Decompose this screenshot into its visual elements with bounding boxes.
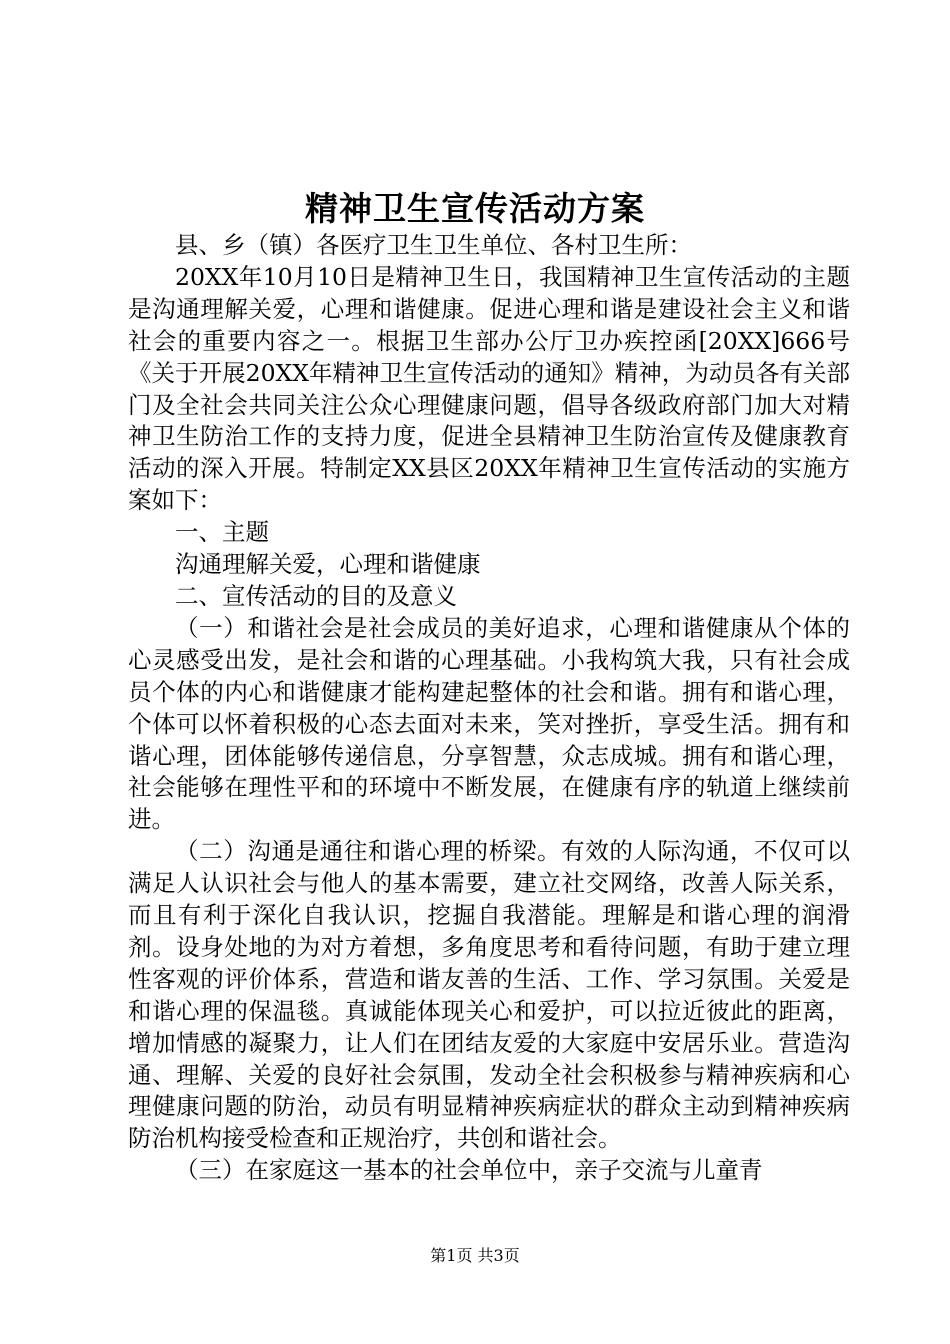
theme-paragraph: 沟通理解关爱，心理和谐健康	[175, 550, 481, 579]
purpose-paragraph-2: （二）沟通是通往和谐心理的桥梁。有效的人际沟通，不仅可以满足人认识社会与他人的基本需要，建立社交网络，改善人际关系，而且有利于深化自我认识，挖掘自我潜能。理解是和谐心理的润滑剂。设身处地的为对方着想，多角度思考和看待问题，有助于建立理性客观的评价体系，营造和谐友善的生活、工作、学习氛围。关爱是和谐心理的保温毯。真诚能体现关心和爱护，可以拉近彼此的距离，增加情感的凝聚力，让人们在团结友爱的大家庭中安居乐业。营造沟通、理解、关爱的良好社会氛围，发动全社会积极参与精神疾病和心理健康问题的防治，动员有明显精神疾病症状的群众主动到精神疾病防治机构接受检查和正规治疗，共创和谐社会。	[128, 837, 850, 1153]
purpose-paragraph-1: （一）和谐社会是社会成员的美好追求，心理和谐健康从个体的心灵感受出发，是社会和谐的心理基础。小我构筑大我，只有社会成员个体的内心和谐健康才能构建起整体的社会和谐。拥有和谐心理，个体可以怀着积极的心态去面对未来，笑对挫折，享受生活。拥有和谐心理，团体能够传递信息，分享智慧，众志成城。拥有和谐心理，社会能够在理性平和的环境中不断发展，在健康有序的轨道上继续前进。	[128, 613, 850, 834]
salutation-paragraph: 县、乡（镇）各医疗卫生卫生单位、各村卫生所：	[175, 231, 692, 259]
intro-paragraph: 20XX年10月10日是精神卫生日，我国精神卫生宣传活动的主题是沟通理解关爱，心理和谐健康。促进心理和谐是建设社会主义和谐社会的重要内容之一。根据卫生部办公厅卫办疾控函[20XX]666号《关于开展20XX年精神卫生宣传活动的通知》精神，为动员各有关部门及全社会共同关注公众心理健康问题，倡导各级政府部门加大对精神卫生防治工作的支持力度，促进全县精神卫生防治宣传及健康教育活动的深入开展。特制定XX县区20XX年精神卫生宣传活动的实施方案如下：	[128, 262, 850, 515]
page-number-footer: 第1页 共3页	[430, 1246, 520, 1265]
purpose-paragraph-3: （三）在家庭这一基本的社会单位中，亲子交流与儿童青	[175, 1156, 763, 1185]
document-title: 精神卫生宣传活动方案	[305, 189, 645, 228]
document-body	[128, 230, 850, 1187]
section-heading-theme: 一、主题	[175, 518, 269, 547]
section-heading-purpose: 二、宣传活动的目的及意义	[175, 581, 457, 610]
